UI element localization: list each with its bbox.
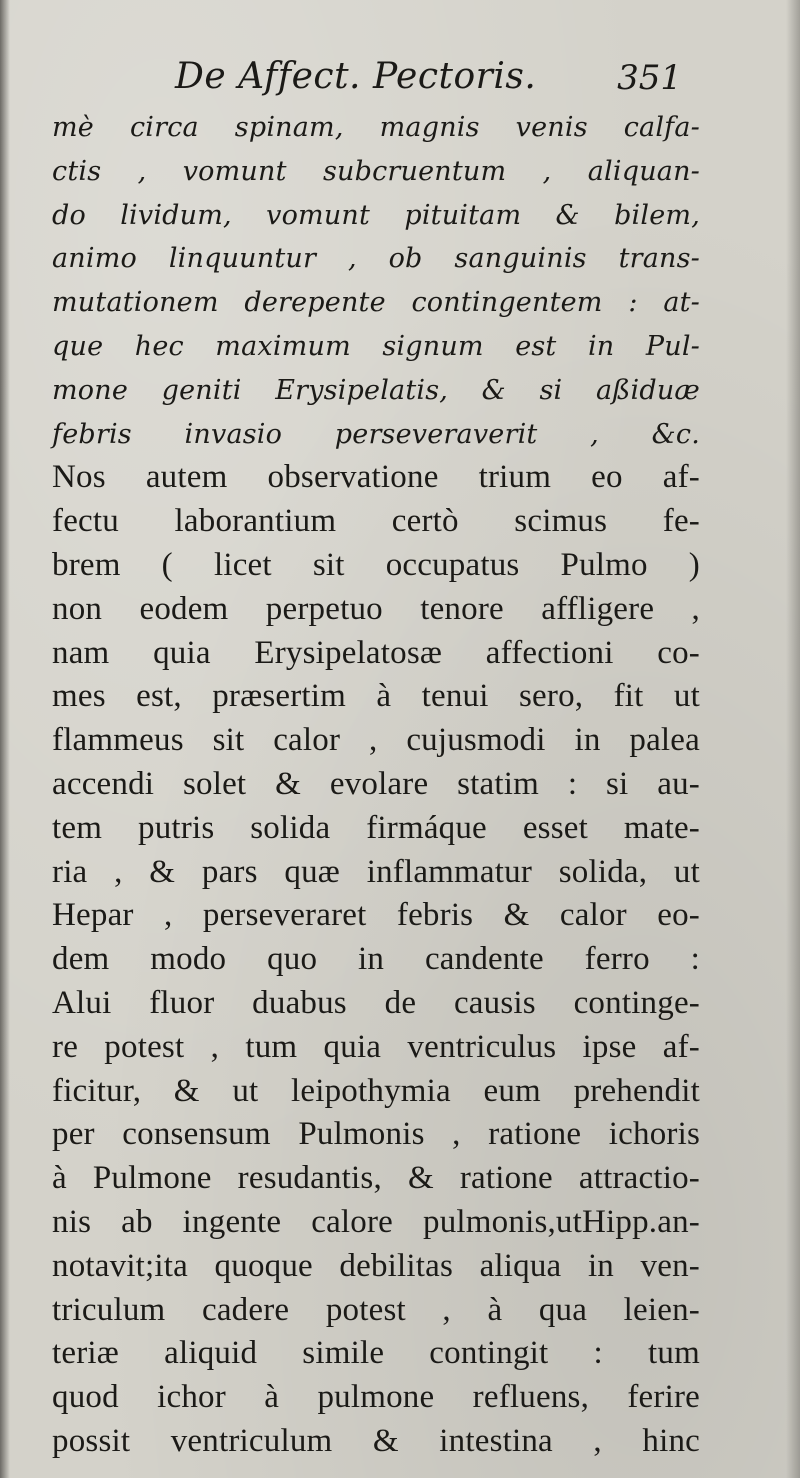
text-line: possit ventriculum & intestina , hinc bbox=[52, 1422, 700, 1459]
text-line: ficitur, & ut leipothymia eum prehendit bbox=[52, 1072, 700, 1109]
text-line: ria , & pars quæ inflammatur solida, ut bbox=[52, 853, 700, 890]
text-line: mè circa spinam, magnis venis calfa- bbox=[52, 112, 700, 143]
text-line: do lividum, vomunt pituitam & bilem, bbox=[52, 199, 700, 231]
text-line: mutationem derepente contingentem : at- bbox=[52, 287, 700, 319]
text-line: non eodem perpetuo tenore affligere , bbox=[52, 590, 700, 627]
page-header bbox=[60, 48, 690, 104]
left-edge-shadow bbox=[0, 0, 10, 1478]
text-line: per consensum Pulmonis , ratione ichoris bbox=[52, 1116, 700, 1153]
text-line: nam quia Erysipelatosæ affectioni co- bbox=[52, 634, 700, 671]
text-line: triculum cadere potest , à qua leien- bbox=[52, 1291, 700, 1328]
text-line: Nos autem observatione trium eo af- bbox=[52, 459, 700, 496]
text-line: fectu laborantium certò scimus fe- bbox=[52, 503, 700, 540]
text-line: animo linquuntur , ob sanguinis trans- bbox=[52, 243, 700, 275]
text-line: notavit;ita quoque debilitas aliqua in ven- bbox=[52, 1247, 700, 1284]
text-line: re potest , tum quia ventriculus ipse af- bbox=[52, 1028, 700, 1065]
body-text bbox=[52, 106, 700, 1464]
text-line: tem putris solida firmáque esset mate- bbox=[52, 809, 700, 846]
running-head: De Affect. Pectoris. bbox=[175, 56, 537, 97]
text-line: Alui fluor duabus de causis continge- bbox=[52, 984, 700, 1021]
text-line: brem ( licet sit occupatus Pulmo ) bbox=[52, 546, 700, 583]
text-line: quod ichor à pulmone refluens, ferire bbox=[52, 1379, 700, 1416]
text-line: que hec maximum signum est in Pul- bbox=[52, 330, 700, 362]
text-line: Hepar , perseveraret febris & calor eo- bbox=[52, 897, 700, 934]
text-line: mes est, præsertim à tenui sero, fit ut bbox=[52, 678, 700, 715]
text-line: febris invasio perseveraverit , &c. bbox=[52, 418, 700, 450]
italic-passage bbox=[52, 106, 700, 456]
text-line: mone geniti Erysipelatis, & si aßiduæ bbox=[52, 374, 700, 406]
text-line: accendi solet & evolare statim : si au- bbox=[52, 765, 700, 802]
text-line: flammeus sit calor , cujusmodi in palea bbox=[52, 722, 700, 759]
text-line: teriæ aliquid simile contingit : tum bbox=[52, 1335, 700, 1372]
text-line: nis ab ingente calore pulmonis,utHipp.an- bbox=[52, 1203, 700, 1240]
text-line: ctis , vomunt subcruentum , aliquan- bbox=[52, 155, 700, 187]
text-line: à Pulmone resudantis, & ratione attractio- bbox=[52, 1160, 700, 1197]
right-edge-shadow bbox=[786, 0, 800, 1478]
text-line: dem modo quo in candente ferro : bbox=[52, 941, 700, 978]
roman-passage bbox=[52, 456, 700, 1463]
page-number: 351 bbox=[617, 58, 682, 98]
